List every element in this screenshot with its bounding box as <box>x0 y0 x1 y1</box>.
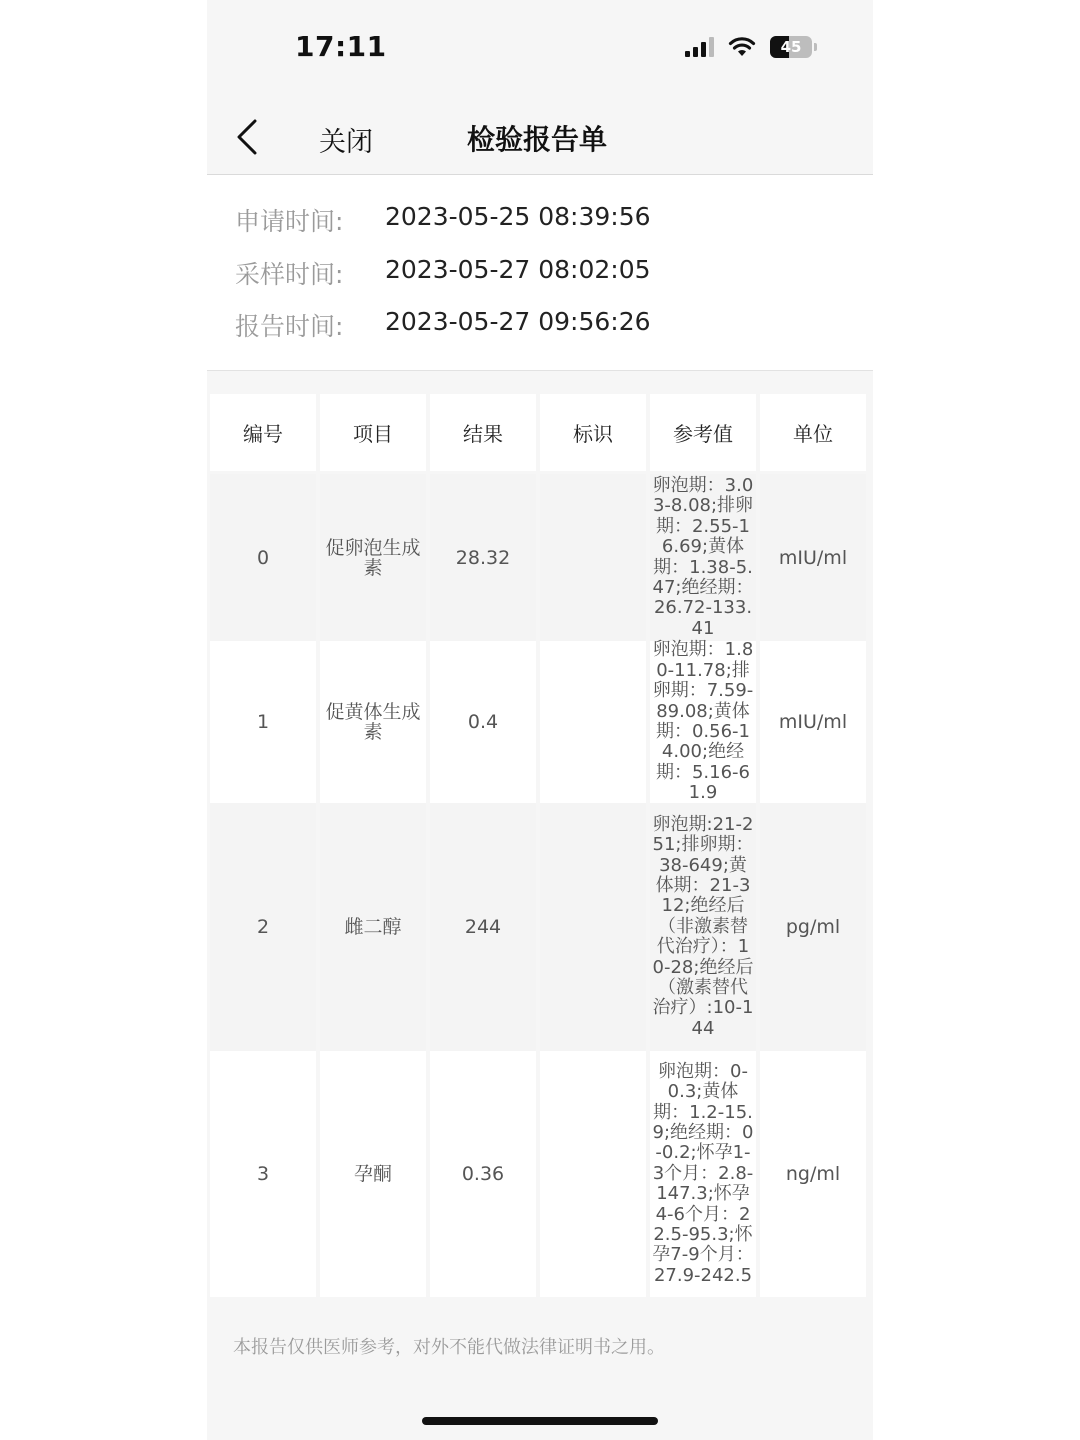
request-time-label: 申请时间: <box>235 207 344 236</box>
close-button[interactable]: 关闭 <box>319 127 373 158</box>
chevron-left-icon[interactable] <box>233 118 263 156</box>
table-row <box>210 641 866 803</box>
table-row <box>210 1051 866 1297</box>
report-info <box>207 175 873 370</box>
battery-level: 45 <box>780 38 802 56</box>
cell-result: 0.36 <box>430 1051 536 1297</box>
cell-result: 0.4 <box>430 641 536 803</box>
header-flag: 标识 <box>540 394 646 471</box>
info-divider <box>207 370 873 371</box>
report-time-value: 2023-05-27 09:56:26 <box>385 307 651 336</box>
home-indicator[interactable] <box>422 1417 658 1425</box>
cell-flag <box>540 1051 646 1297</box>
cell-flag <box>540 803 646 1051</box>
header-unit: 单位 <box>760 394 866 471</box>
cell-item: 促黄体生成素 <box>320 641 426 803</box>
request-time-value: 2023-05-25 08:39:56 <box>385 202 651 231</box>
cell-flag <box>540 474 646 641</box>
cell-result: 28.32 <box>430 474 536 641</box>
table-header <box>210 394 866 474</box>
results-table <box>210 394 866 1297</box>
cell-no: 3 <box>210 1051 316 1297</box>
header-result: 结果 <box>430 394 536 471</box>
status-time: 17:11 <box>295 30 387 63</box>
status-icons <box>685 36 817 58</box>
header-reference: 参考值 <box>650 394 756 471</box>
battery-cap <box>814 43 817 51</box>
table-row <box>210 474 866 641</box>
cell-item: 雌二醇 <box>320 803 426 1051</box>
cell-unit: pg/ml <box>760 803 866 1051</box>
wifi-icon <box>728 36 756 58</box>
cell-no: 1 <box>210 641 316 803</box>
battery-icon <box>770 36 812 58</box>
sample-time-row <box>235 255 651 291</box>
cell-result: 244 <box>430 803 536 1051</box>
cell-no: 2 <box>210 803 316 1051</box>
cell-unit: mIU/ml <box>760 474 866 641</box>
cell-reference: 卵泡期：0-0.3;黄体期：1.2-15.9;绝经期：0-0.2;怀孕1-3个月：2.8-147.3;怀孕4-6个月：22.5-95.3;怀孕7-9个月：27.9-242.5 <box>650 1051 756 1297</box>
cell-unit: ng/ml <box>760 1051 866 1297</box>
cell-item: 促卵泡生成素 <box>320 474 426 641</box>
report-time-label: 报告时间: <box>235 312 344 341</box>
report-time-row <box>235 307 651 343</box>
phone-screen <box>207 0 873 1440</box>
cell-reference: 卵泡期：1.80-11.78;排卵期：7.59-89.08;黄体期：0.56-14.00;绝经期：5.16-61.9 <box>650 641 756 803</box>
cell-flag <box>540 641 646 803</box>
cell-unit: mIU/ml <box>760 641 866 803</box>
disclaimer-note: 本报告仅供医师参考，对外不能代做法律证明书之用。 <box>233 1337 665 1358</box>
header-no: 编号 <box>210 394 316 471</box>
cell-item: 孕酮 <box>320 1051 426 1297</box>
cell-reference: 卵泡期:21-251;排卵期：38-649;黄体期：21-312;绝经后（非激素替代治疗）：10-28;绝经后（激素替代治疗）:10-144 <box>650 803 756 1051</box>
sample-time-value: 2023-05-27 08:02:05 <box>385 255 651 284</box>
sample-time-label: 采样时间: <box>235 260 344 289</box>
nav-bar <box>207 100 873 174</box>
table-row <box>210 803 866 1051</box>
page-title: 检验报告单 <box>467 123 608 156</box>
header-item: 项目 <box>320 394 426 471</box>
cell-reference: 卵泡期：3.03-8.08;排卵期：2.55-16.69;黄体期：1.38-5.47;绝经期：26.72-133.41 <box>650 474 756 641</box>
signal-icon <box>685 37 714 57</box>
request-time-row <box>235 202 651 238</box>
cell-no: 0 <box>210 474 316 641</box>
